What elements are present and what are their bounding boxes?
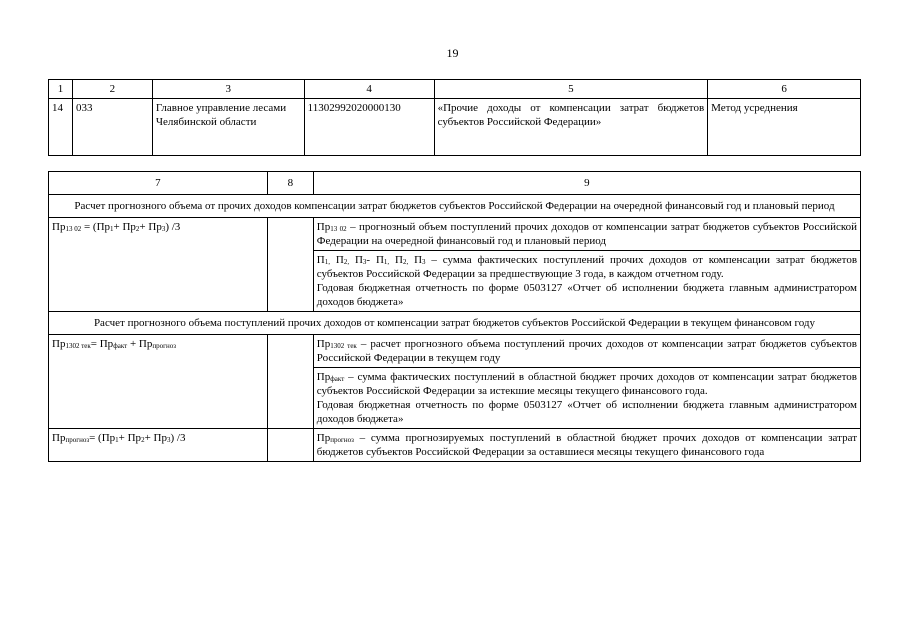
description-cell: $Пр_{факт}$ – сумма фактических поступлений в областной бюджет прочих доходов от компенсации затрат бюджетов субъектов Российской Федерации за истекшие месяцы текущего финансового года. Годовая бюджетная отчетность по форме 0503127 «Отчет об исполнении бюджета главным администратором доходов бюджета» xyxy=(313,368,860,429)
row-number: 14 xyxy=(49,99,73,156)
section-heading-next-year: Расчет прогнозного объема от прочих доходов компенсации затрат бюджетов субъектов Российской Федерации на очередной финансовый год и плановый период xyxy=(49,195,861,218)
bottom-table-header-row xyxy=(49,172,861,195)
top-header-col-5: 5 xyxy=(434,80,708,99)
formula-cell: $Пр_{прогноз}= (Пр_1+ Пр_2+ Пр_3)$ /3 xyxy=(49,429,268,462)
admin-code: 033 xyxy=(72,99,152,156)
formula-cell: $Пр_{1302 тек}= Пр_{факт} + Пр_{прогноз}$ xyxy=(49,335,268,429)
kbk-code: 11302992020000130 xyxy=(304,99,434,156)
empty-cell xyxy=(267,335,313,429)
income-name: «Прочие доходы от компенсации затрат бюджетов субъектов Российской Федерации» xyxy=(434,99,708,156)
section-row xyxy=(49,195,861,218)
bottom-header-col-7: 7 xyxy=(49,172,268,195)
table-row xyxy=(49,335,861,368)
section-heading-current-year: Расчет прогнозного объема поступлений прочих доходов от компенсации затрат бюджетов субъектов Российской Федерации в текущем финансовом году xyxy=(49,312,861,335)
description-cell: $Пр_{прогноз}$ – сумма прогнозируемых поступлений в областной бюджет прочих доходов от компенсации затрат бюджетов субъектов Российской Федерации за оставшиеся месяцы текущего финансового года xyxy=(313,429,860,462)
description-cell: $Пр_{1302 тек}$ – расчет прогнозного объема поступлений прочих доходов от компенсации затрат бюджетов субъектов Российской Федерации в текущем году xyxy=(313,335,860,368)
top-table-header-row xyxy=(49,80,861,99)
empty-cell xyxy=(267,218,313,312)
method-name: Метод усреднения xyxy=(708,99,861,156)
top-header-col-2: 2 xyxy=(72,80,152,99)
admin-name: Главное управление лесами Челябинской области xyxy=(152,99,304,156)
description-cell: $П_{1,}$ $П_{2,}$ $П_3-$ $П_{1,}$ $П_{2,}$ $П_3$ – сумма фактических поступлений прочих доходов от компенсации затрат бюджетов субъектов Российской Федерации за предшествующие 3 года, в каждом отчетном году. Годовая бюджетная отчетность по форме 0503127 «Отчет об исполнении бюджета главным администратором доходов бюджета» xyxy=(313,251,860,312)
table-row xyxy=(49,99,861,156)
table-row xyxy=(49,218,861,251)
page-number: 19 xyxy=(446,46,459,60)
top-header-col-6: 6 xyxy=(708,80,861,99)
top-table xyxy=(48,79,861,156)
empty-cell xyxy=(267,429,313,462)
table-row xyxy=(49,429,861,462)
bottom-header-col-9: 9 xyxy=(313,172,860,195)
section-row xyxy=(49,312,861,335)
top-header-col-1: 1 xyxy=(49,80,73,99)
bottom-header-col-8: 8 xyxy=(267,172,313,195)
top-header-col-3: 3 xyxy=(152,80,304,99)
formula-cell: $Пр_{13 02} = (Пр_1+ Пр_2+ Пр_3)$ /3 xyxy=(49,218,268,312)
bottom-table xyxy=(48,171,861,462)
top-header-col-4: 4 xyxy=(304,80,434,99)
description-cell: $Пр_{13 02}$ – прогнозный объем поступлений прочих доходов от компенсации затрат бюджетов субъектов Российской Федерации на очередной финансовый год и плановый период xyxy=(313,218,860,251)
